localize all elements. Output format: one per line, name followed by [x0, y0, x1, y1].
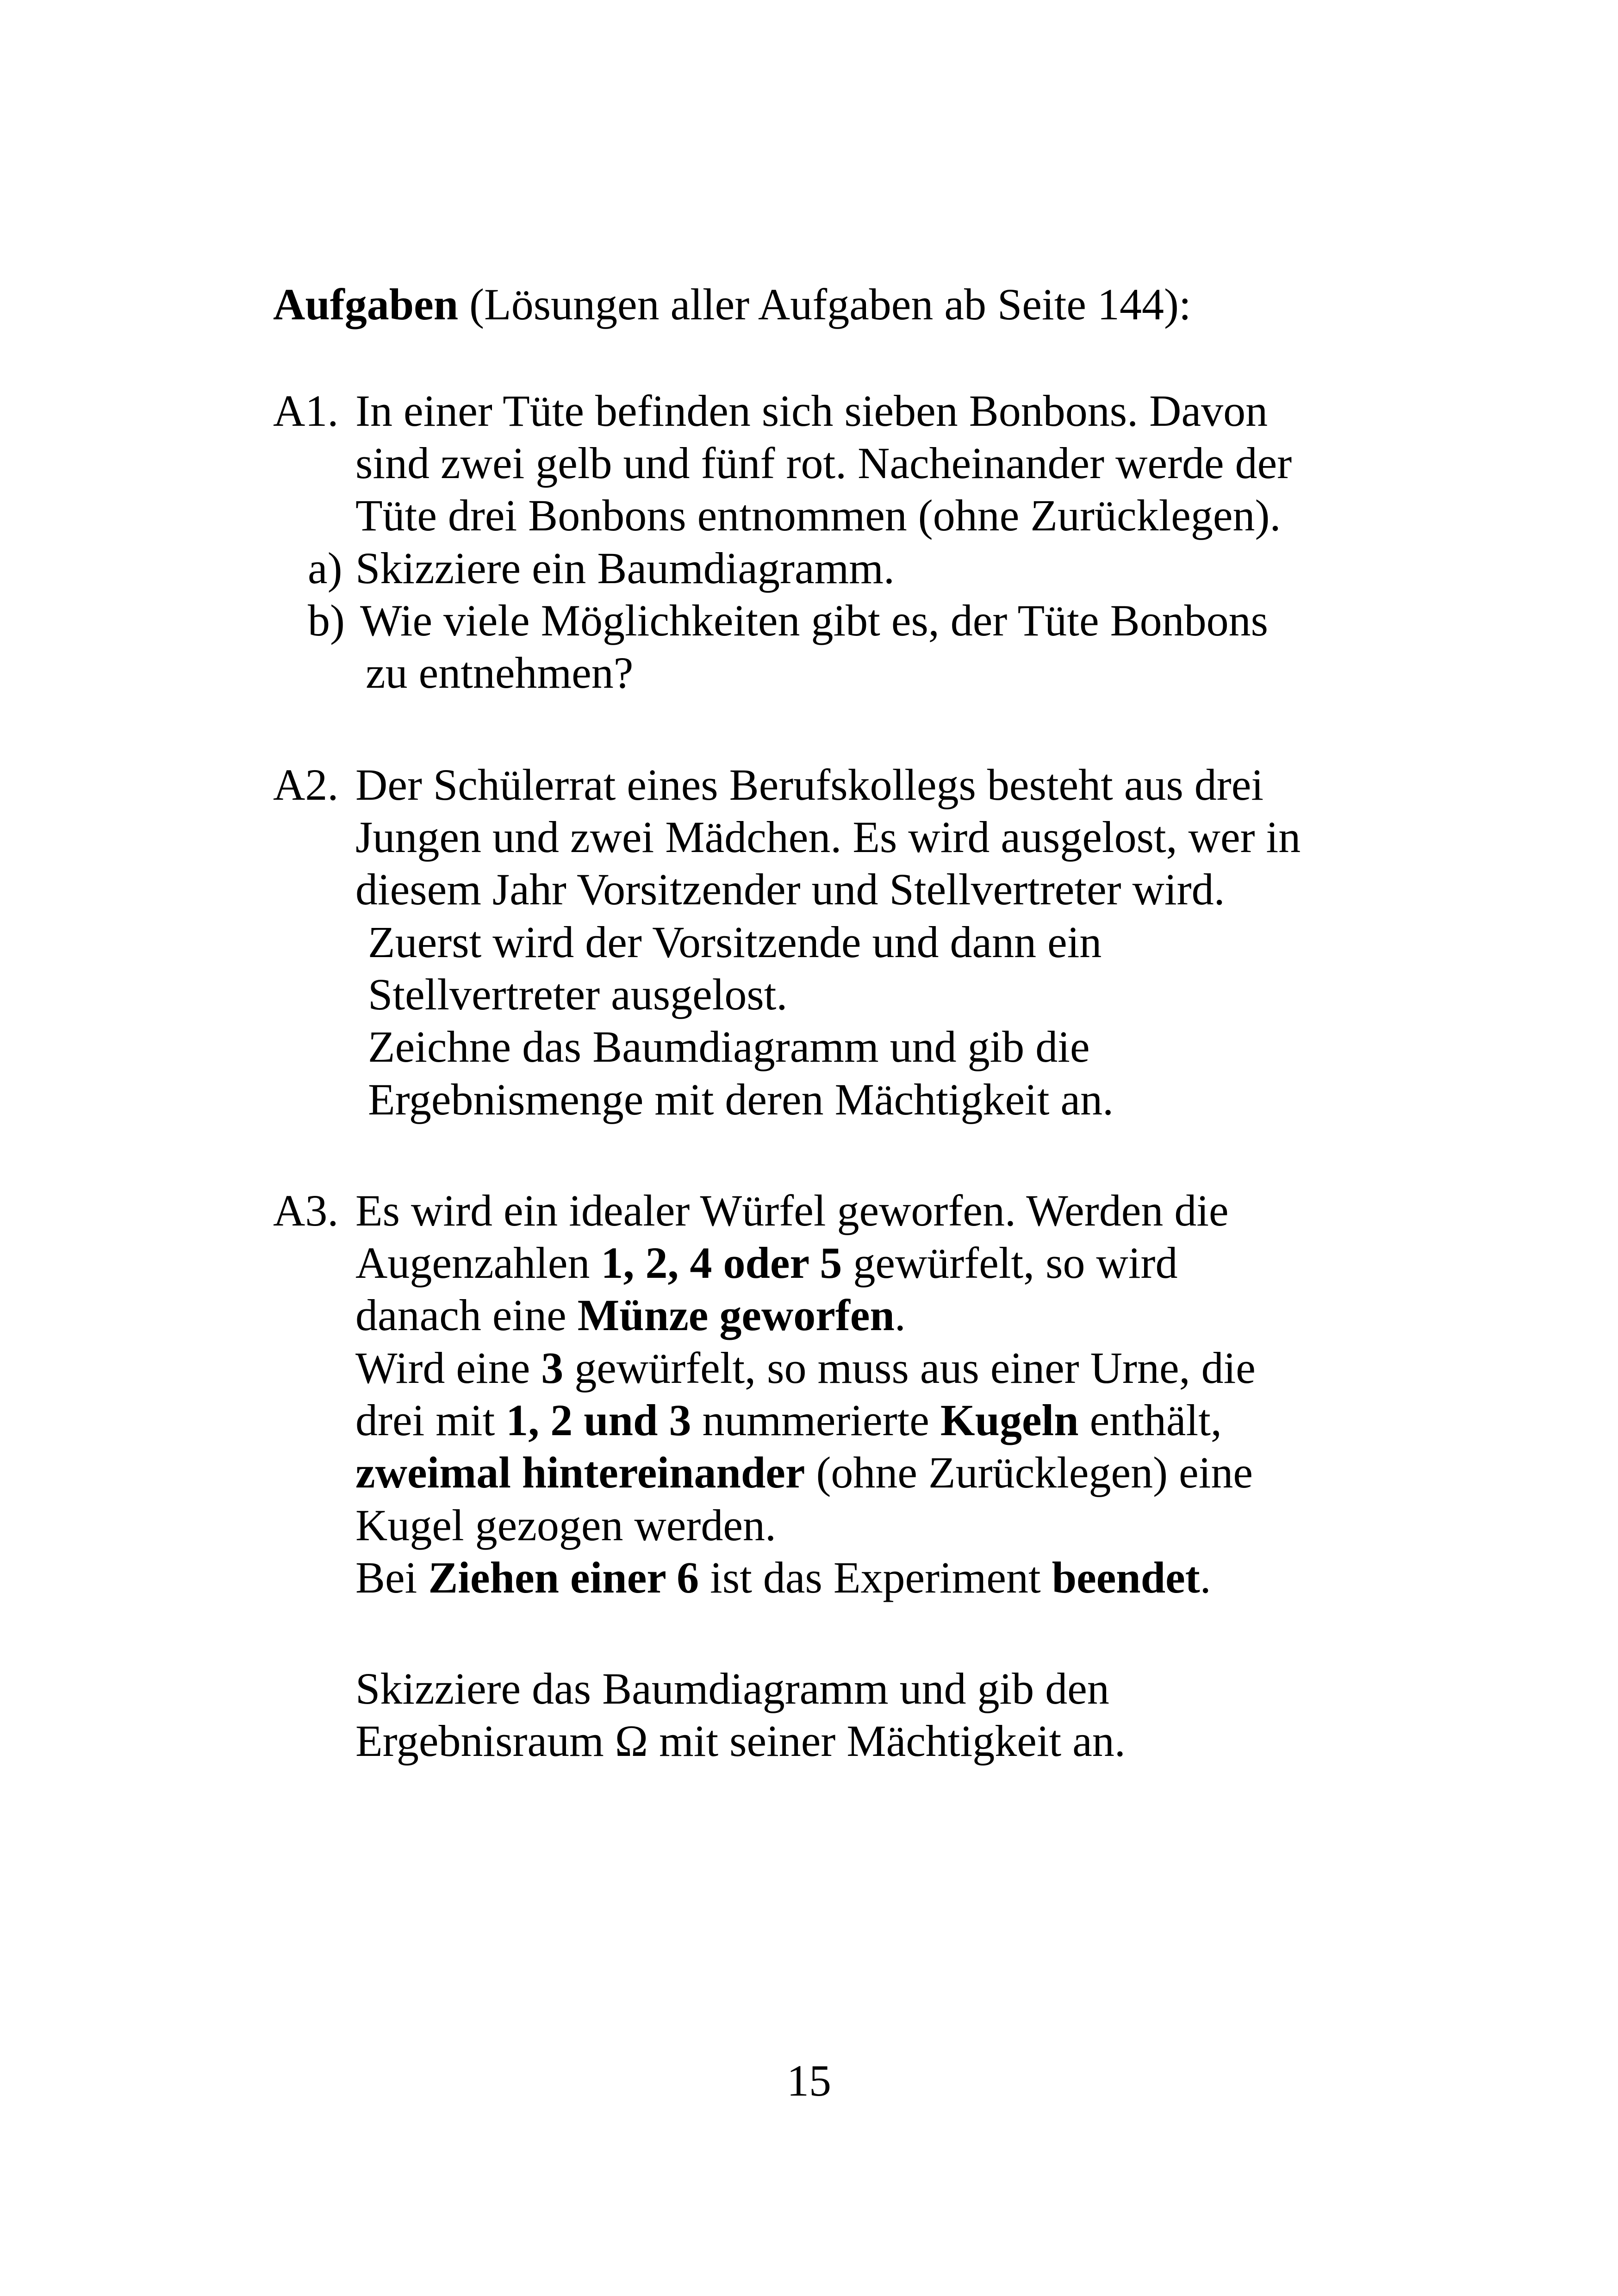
- a3-line5-bold-1: 1, 2 und 3: [506, 1395, 691, 1445]
- task-a3-line-9: Skizziere das Baumdiagramm und gib den: [355, 1664, 1109, 1713]
- task-a1-line-2: sind zwei gelb und fünf rot. Nacheinander werde der: [355, 438, 1292, 488]
- task-a2-line-4: Zuerst wird der Vorsitzende und dann ein: [368, 917, 1102, 967]
- task-a3-line-4: [355, 1342, 1256, 1394]
- task-a2-label: A2.: [273, 760, 339, 809]
- task-a3-line-8: [355, 1552, 1211, 1604]
- a3-line8-mid: ist das Experiment: [699, 1553, 1052, 1602]
- task-a1-part-b-line-2: zu entnehmen?: [366, 648, 634, 697]
- task-a2-line-7: Ergebnismenge mit deren Mächtigkeit an.: [368, 1075, 1114, 1124]
- page-number: 15: [787, 2056, 831, 2105]
- task-a3-line-1: Es wird ein idealer Würfel geworfen. Werden die: [355, 1186, 1229, 1235]
- a3-line3-pre: danach eine: [355, 1290, 578, 1340]
- a3-line5-bold-2: Kugeln: [940, 1395, 1079, 1445]
- task-a1-line-3: Tüte drei Bonbons entnommen (ohne Zurücklegen).: [355, 491, 1281, 540]
- task-a1-part-a-label: a): [308, 543, 342, 593]
- a3-line4-post: gewürfelt, so muss aus einer Urne, die: [563, 1343, 1256, 1393]
- a3-line2-bold: 1, 2, 4 oder 5: [601, 1238, 842, 1288]
- section-heading: [273, 279, 1191, 330]
- a3-line3-post: .: [894, 1290, 906, 1340]
- task-a3-label: A3.: [273, 1186, 339, 1235]
- a3-line8-pre: Bei: [355, 1553, 429, 1602]
- task-a3-line-5: [355, 1394, 1222, 1446]
- a3-line8-post: .: [1200, 1553, 1211, 1602]
- a3-line4-bold: 3: [541, 1343, 564, 1393]
- task-a1-part-b-label: b): [308, 596, 345, 645]
- task-a3-line-2: [355, 1237, 1177, 1289]
- task-a1-part-a: Skizziere ein Baumdiagramm.: [355, 543, 895, 593]
- a3-line2-post: gewürfelt, so wird: [842, 1238, 1178, 1288]
- task-a3-line-6: [355, 1447, 1253, 1499]
- a3-line2-pre: Augenzahlen: [355, 1238, 601, 1288]
- task-a2-line-1: Der Schülerrat eines Berufskollegs besteht aus drei: [355, 760, 1264, 809]
- a3-line5-pre: drei mit: [355, 1395, 506, 1445]
- task-a1-label: A1.: [273, 386, 339, 436]
- task-a3-line-7: Kugel gezogen werden.: [355, 1500, 776, 1550]
- a3-line3-bold: Münze geworfen: [577, 1290, 895, 1340]
- task-a2-line-6: Zeichne das Baumdiagramm und gib die: [368, 1022, 1090, 1071]
- heading-title: Aufgaben: [273, 280, 459, 329]
- a3-line6-bold: zweimal hintereinander: [355, 1448, 805, 1497]
- task-a2-line-2: Jungen und zwei Mädchen. Es wird ausgelost, wer in: [355, 812, 1301, 862]
- a3-line5-post: enthält,: [1078, 1395, 1222, 1445]
- task-a1-line-1: In einer Tüte befinden sich sieben Bonbons. Davon: [355, 386, 1268, 436]
- a3-line8-bold-2: beendet: [1052, 1553, 1200, 1602]
- task-a2-line-5: Stellvertreter ausgelost.: [368, 970, 788, 1019]
- task-a1-part-b-line-1: Wie viele Möglichkeiten gibt es, der Tüte Bonbons: [360, 596, 1268, 645]
- a3-line4-pre: Wird eine: [355, 1343, 541, 1393]
- task-a3-line-3: [355, 1289, 906, 1341]
- a3-line5-mid: nummerierte: [691, 1395, 940, 1445]
- a3-line8-bold-1: Ziehen einer 6: [428, 1553, 699, 1602]
- task-a2-line-3: diesem Jahr Vorsitzender und Stellvertreter wird.: [355, 865, 1225, 914]
- a3-line6-post: (ohne Zurücklegen) eine: [805, 1448, 1253, 1497]
- task-a3-line-10: Ergebnisraum Ω mit seiner Mächtigkeit an.: [355, 1716, 1126, 1766]
- heading-note: (Lösungen aller Aufgaben ab Seite 144):: [458, 280, 1191, 329]
